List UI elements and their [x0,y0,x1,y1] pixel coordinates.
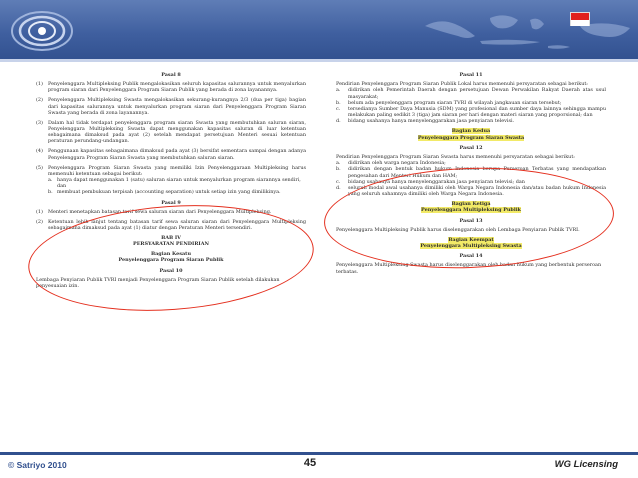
bab-subtitle: PERSYARATAN PENDIRIAN [133,241,209,248]
pasal-12-a: a. didirikan oleh warga negara Indonesia; [336,160,446,167]
pasal-11-d: d. bidang usahanya hanya menyelenggarakan jasa penyiaran televisi. [336,118,515,125]
pasal-12-c: c. bidang usahanya hanya menyelenggarakan jasa penyiaran televisi; dan [336,178,525,185]
bagian-3-subtitle: Penyelenggara Multipleksing Publik [421,207,521,214]
pasal-12-d: d. seluruh modal awal usahanya dimiliki oleh Warga Negara Indonesia dan/atau badan hukum Indonesia yang seluruh sahamnya dimiliki oleh Warga Negara Indonesia. [336,185,606,198]
pasal-8-ayat-2: (2) Penyelenggara Multipleksing Swasta mengalokasikan sekurang-kurangnya 2/3 (dua per tiga) bagian dari kapasitas salurannya untuk menyalurkan program siaran dari Penyelenggara Program Siaran Swasta yang berada di zona layanannya. [36,97,306,116]
bagian-3-title: Bagian Ketiga [451,201,491,208]
pasal-9-title: Pasal 9 [161,199,181,206]
pasal-11-c: c. tersedianya Sumber Daya Manusia (SDM) yang profesional dan sumber daya lainnya sehingga mampu melakukan paling sedikit 3 (tiga) jam siaran per hari dengan materi siaran yang proporsional; dan [336,106,606,119]
indonesia-flag-icon [570,12,590,26]
pasal-9-ayat-1: (1) Menteri menetapkan batasan tarif sewa saluran siaran dari Penyelenggara Multipleksing. [36,208,272,215]
pasal-8-ayat-5: (5) Penyelenggara Program Siaran Swasta yang memiliki Izin Penyelenggaraan Multipleksing harus memenuhi ketentuan sebagai berikut: [36,164,306,177]
page-number: 45 [303,457,317,469]
bagian-2-title: Bagian Kedua [451,128,491,135]
bagian-4-subtitle: Penyelenggara Multipleksing Swasta [420,243,522,250]
pasal-13-text: Penyelenggara Multipleksing Publik harus diselenggarakan oleh Lembaga Penyiaran Publik TVRI. [336,226,580,233]
header-banner [0,0,638,62]
bab-title: BAB IV [161,235,181,242]
pasal-11-a: a. didirikan oleh Pemerintah Daerah dengan persetujuan Dewan Perwakilan Rakyat Daerah atas usul masyarakat; [336,87,606,100]
pasal-8-ayat-1: (1) Penyelenggara Multipleksing Publik mengalokasikan seluruh kapasitas salurannya untuk menyalurkan program siaran dari Penyelenggara Program Siaran Publik yang berada di zona layanannya. [36,81,306,94]
bagian-4-title: Bagian Keempat [448,236,494,243]
pasal-12-text: Pendirian Penyelenggara Program Siaran Swasta harus memenuhi persyaratan sebagai berikut: [336,154,575,161]
bagian-2-subtitle: Penyelenggara Program Siaran Swasta [417,134,525,141]
indonesia-map-icon [420,6,635,56]
pasal-12-title: Pasal 12 [459,144,483,151]
bagian-1-subtitle: Penyelenggara Program Siaran Publik [118,257,224,264]
pasal-14-text: Penyelenggara Multipleksing Swasta harus diselenggarakan oleh badan hukum yang berbentuk perseroan terbatas. [336,262,602,275]
footer-title: WG Licensing [554,459,618,470]
pasal-14-title: Pasal 14 [459,253,483,260]
logo-swirl-icon [6,6,78,56]
pasal-13-title: Pasal 13 [459,217,483,224]
pasal-10-text: Lembaga Penyiaran Publik TVRI menjadi Penyelenggara Program Siaran Publik setelah dilakukan penyesuaian izin. [36,276,280,290]
pasal-8-title: Pasal 8 [161,72,181,78]
pasal-8-ayat-4: (4) Penggunaan kapasitas sebagaimana dimaksud pada ayat (3) bersifat sementara sampai dengan adanya Penyelenggara Program Siaran Swasta yang membutuhkan saluran siaran. [36,148,306,161]
pasal-8-ayat-3: (3) Dalam hal tidak terdapat penyelenggara program siaran Swasta yang membutuhkan saluran siaran, Penyelenggara Multipleksing Swasta dapat menggunakan kapasitas saluran di luar ketentuan sebagaimana dimaksud pada ayat (2) setelah mendapat persetujuan Menteri sesuai ketentuan peraturan perundang-undangan. [36,119,306,145]
copyright: © Satriyo 2010 [8,460,67,470]
pasal-8-ayat-5-b: b. membuat pembukuan terpisah (accounting separation) untuk setiap izin yang dimilikinya. [48,189,281,196]
pasal-11-text: Pendirian Penyelenggara Program Siaran Publik Lokal harus memenuhi persyaratan sebagai berikut: [336,81,588,88]
footer [0,452,638,478]
document-scan [36,68,606,452]
pasal-10-title: Pasal 10 [159,267,183,274]
pasal-12-b: b. didirikan dengan bentuk badan hukum Indonesia berupa Perseroan Terbatas yang mendapatkan pengesahan dari Menteri Hukum dan HAM; [336,166,606,179]
footer-rule [0,452,638,455]
bagian-1-title: Bagian Kesatu [151,251,191,258]
pasal-8-ayat-5-a: a. hanya dapat menggunakan 1 (satu) saluran siaran untuk menyalurkan program siarannya sendiri, dan [48,177,301,190]
pasal-11-title: Pasal 11 [459,72,483,78]
pasal-11-b: b. belum ada penyelenggara program siaran TVRI di wilayah jangkauan siaran tersebut; [336,99,562,106]
pasal-9-ayat-2: (2) Ketentuan lebih lanjut tentang batasan tarif sewa saluran siaran dari Penyelenggara Multipleksing sebagaimana dimaksud pada ayat (1) diatur dengan Peraturan Menteri tersendiri. [36,218,306,232]
